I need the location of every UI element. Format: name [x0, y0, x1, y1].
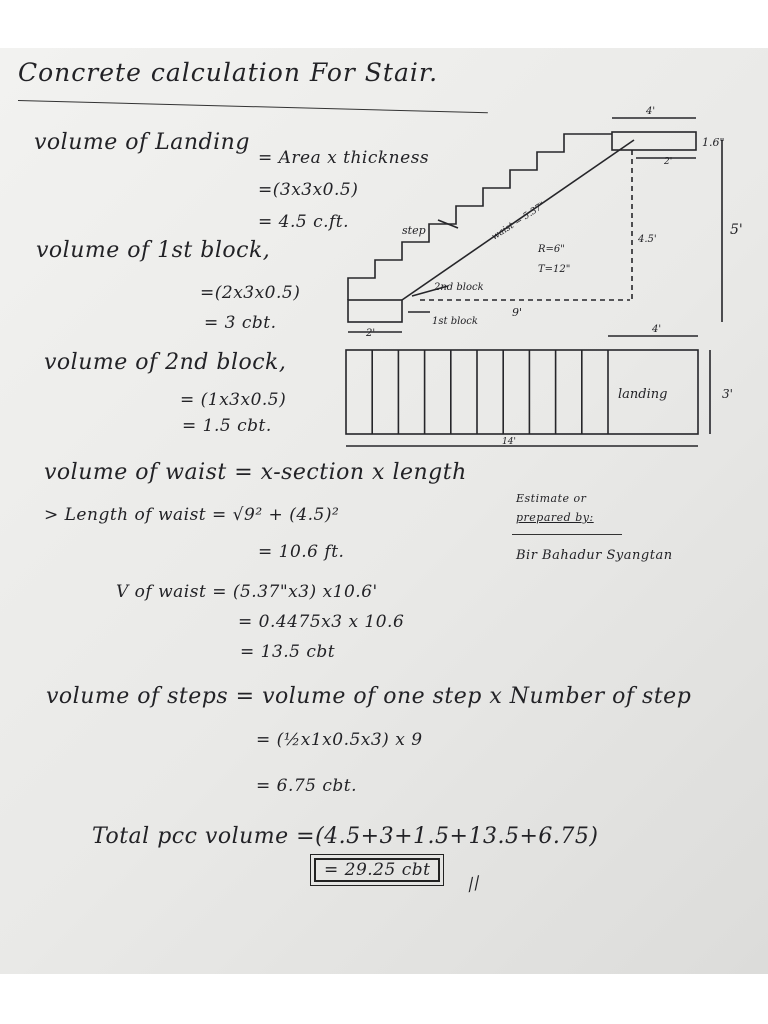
block1-eq2: = 3 cbt.: [204, 313, 277, 333]
signature-line2: prepared by:: [516, 511, 594, 524]
step-label: step: [402, 224, 426, 237]
landing-label: landing: [618, 387, 668, 402]
total-result-box: = 29.25 cbt: [314, 858, 440, 882]
block2-eq1: = (1x3x0.5): [180, 390, 287, 410]
total-height-label: 5': [730, 222, 743, 238]
waist-heading: volume of waist = x-section x length: [44, 460, 467, 485]
landing-heading: volume of Landing: [34, 130, 250, 155]
page-title: Concrete calculation For Stair.: [18, 58, 439, 87]
waist-volume-eq3: = 13.5 cbt: [240, 642, 336, 662]
waist-label: waist = 5.37": [490, 200, 548, 243]
total-check-mark: //: [465, 872, 483, 896]
width-label: 3': [722, 387, 733, 401]
block1-eq1: =(2x3x0.5): [200, 283, 301, 303]
stair-tread-dividers: [372, 350, 608, 434]
stair-side-view-diagram: [330, 100, 768, 340]
stair-plan-view-diagram: [340, 318, 760, 458]
block2-label: 2nd block: [434, 282, 484, 293]
waist-volume-eq1: V of waist = (5.37"x3) x10.6': [116, 582, 378, 602]
block1-label: 1st block: [432, 316, 478, 327]
top-thickness-label: 1.6": [702, 136, 725, 149]
block2-eq2: = 1.5 cbt.: [182, 416, 272, 436]
block1-heading: volume of 1st block,: [36, 238, 271, 263]
block2-heading: volume of 2nd block,: [44, 350, 287, 375]
landing-eq2: =(3x3x0.5): [258, 180, 359, 200]
landing-width-label: 4': [652, 324, 662, 335]
landing-eq3: = 4.5 c.ft.: [258, 212, 350, 232]
steps-heading: volume of steps = volume of one step x Number of step: [46, 684, 692, 709]
steps-eq2: = 6.75 cbt.: [256, 776, 358, 796]
waist-volume-eq2: = 0.4475x3 x 10.6: [238, 612, 405, 632]
total-equation: Total pcc volume =(4.5+3+1.5+13.5+6.75): [92, 824, 599, 849]
landing-eq1: = Area x thickness: [258, 148, 430, 168]
steps-eq1: = (½x1x0.5x3) x 9: [256, 730, 423, 750]
waist-length-eq1: > Length of waist = √9² + (4.5)²: [44, 505, 340, 525]
signature-name: Bir Bahadur Syangtan: [516, 548, 673, 563]
mid-height-label: 4.5': [638, 234, 657, 245]
top-width-label: 4': [646, 106, 656, 117]
stair-profile: [348, 134, 612, 300]
inner-width-label: 2': [664, 157, 673, 167]
waist-length-eq2: = 10.6 ft.: [258, 542, 345, 562]
run-label: 9': [512, 306, 523, 319]
rise-label: R=6": [538, 244, 565, 255]
base-width-label: 2': [366, 328, 376, 339]
length-label: 14': [502, 437, 516, 447]
tread-label: T=12": [538, 264, 571, 275]
signature-line1: Estimate or: [516, 492, 587, 505]
signature-rule: [512, 534, 622, 535]
